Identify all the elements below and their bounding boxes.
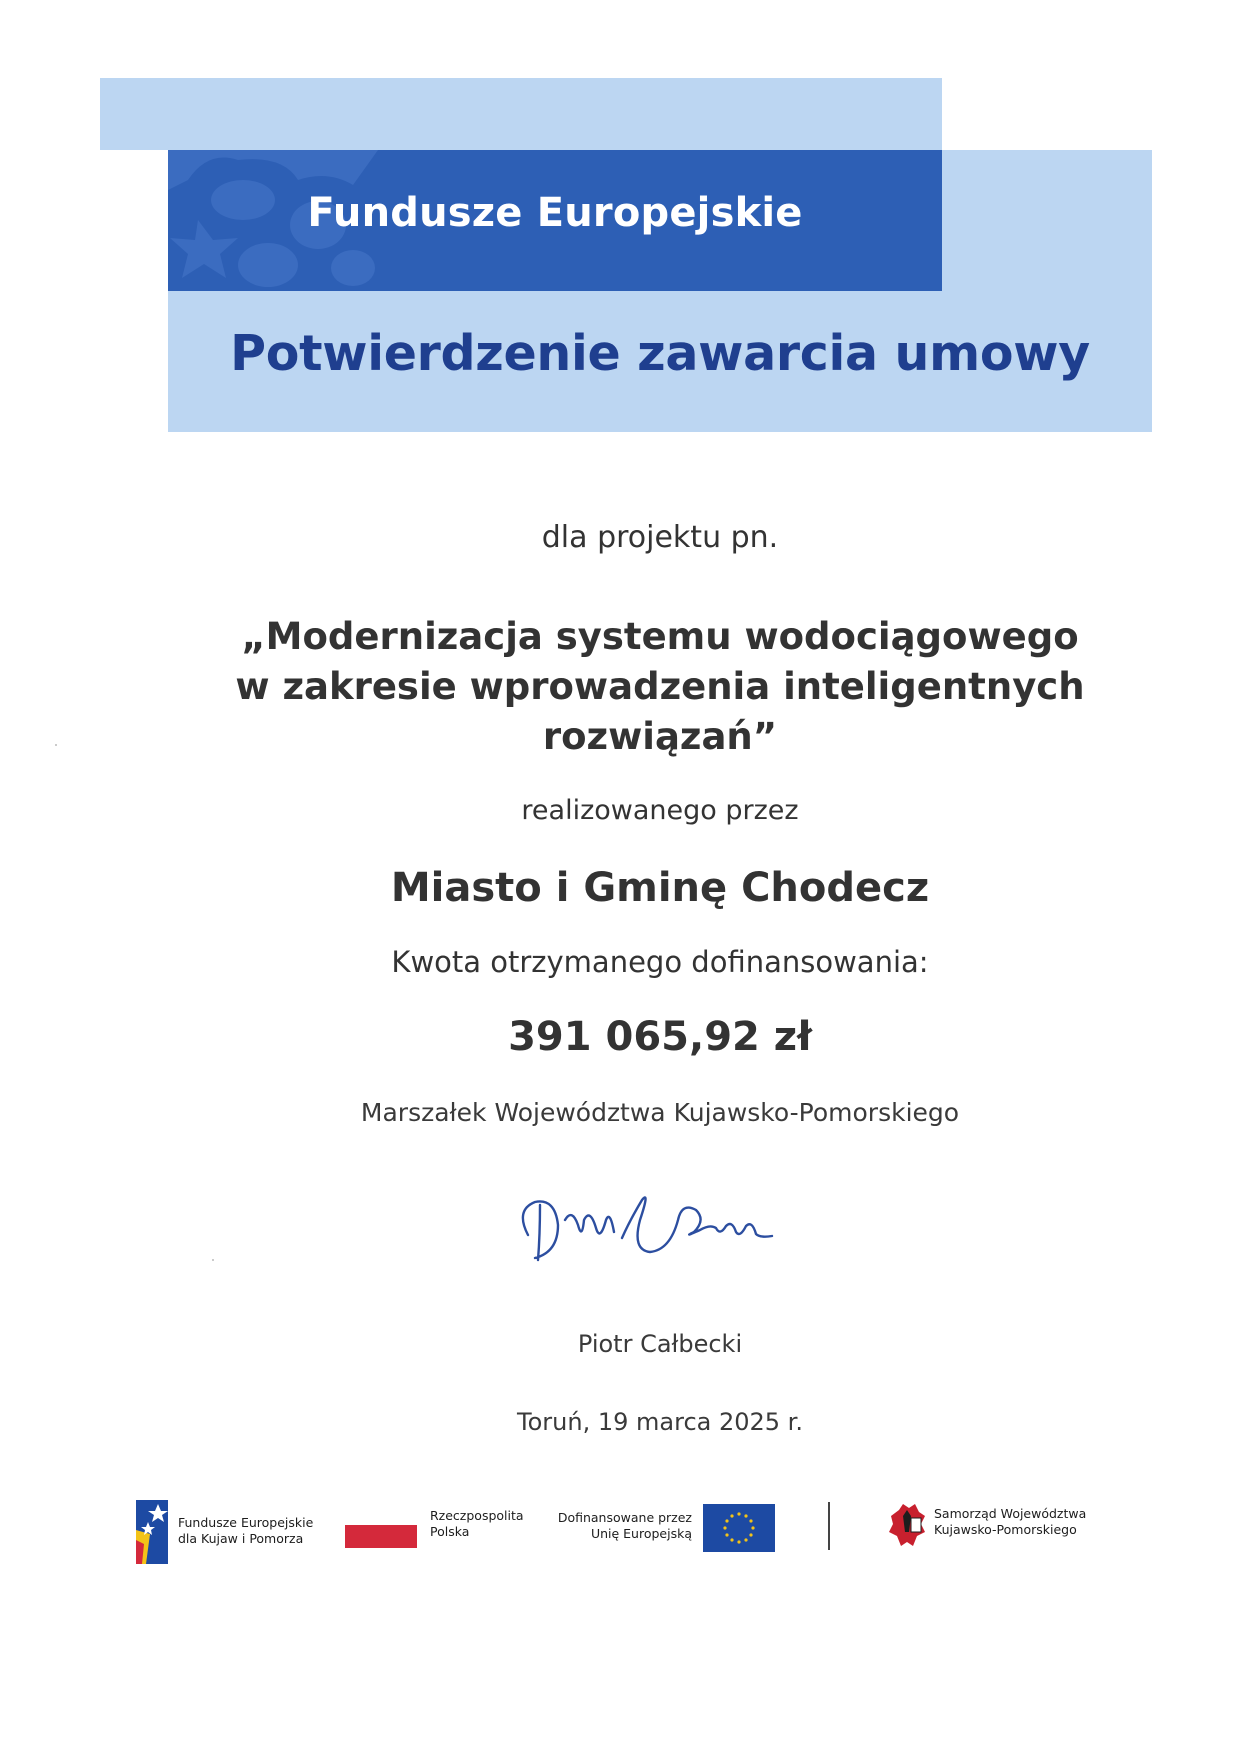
signatory-title: Marszałek Województwa Kujawsko-Pomorskiego (360, 1098, 960, 1127)
rp-logo (345, 1508, 535, 1570)
handwritten-signature (510, 1180, 830, 1270)
place-and-date: Toruń, 19 marca 2025 r. (517, 1408, 803, 1436)
region-logo-line: Samorząd Województwa (934, 1506, 1087, 1521)
polish-flag-white (345, 1514, 417, 1525)
eu-flag-icon (703, 1504, 775, 1552)
funding-amount: 391 065,92 zł (508, 1014, 812, 1060)
project-name (0, 612, 1240, 762)
scan-speck (212, 1259, 214, 1261)
footer-logos (0, 1490, 1240, 1580)
project-name-line: w zakresie wprowadzenia inteligentnych (235, 665, 1085, 708)
region-logo-line: Kujawsko-Pomorskiego (934, 1522, 1077, 1537)
document-title: Potwierdzenie zawarcia umowy (230, 325, 1090, 382)
logo-divider (828, 1502, 830, 1550)
region-government-logo (885, 1502, 1125, 1562)
amount-label: Kwota otrzymanego dofinansowania: (391, 945, 929, 979)
fe-stars-icon (136, 1500, 172, 1564)
beneficiary-name: Miasto i Gminę Chodecz (390, 865, 930, 911)
project-intro: dla projektu pn. (541, 520, 779, 555)
scan-speck (55, 744, 57, 746)
eu-cofinancing-logo (550, 1504, 810, 1564)
rp-logo-line: Polska (430, 1524, 470, 1539)
rp-logo-line: Rzeczpospolita (430, 1508, 524, 1523)
realized-by: realizowanego przez (521, 795, 799, 826)
project-name-line: „Modernizacja systemu wodociągowego (241, 615, 1079, 658)
region-eagle-icon (885, 1502, 929, 1550)
eu-logo-line: Unię Europejską (590, 1526, 692, 1541)
fe-kujawy-logo (136, 1500, 366, 1560)
signatory-name: Piotr Całbecki (577, 1330, 743, 1358)
polish-flag-red (345, 1525, 417, 1548)
brand-title: Fundusze Europejskie (307, 190, 803, 236)
fe-logo-line: Fundusze Europejskie (178, 1515, 314, 1530)
header-band-light-top (100, 78, 942, 150)
project-name-line: rozwiązań” (542, 715, 778, 758)
fe-logo-line: dla Kujaw i Pomorza (178, 1531, 304, 1546)
eu-logo-line: Dofinansowane przez (557, 1510, 692, 1525)
